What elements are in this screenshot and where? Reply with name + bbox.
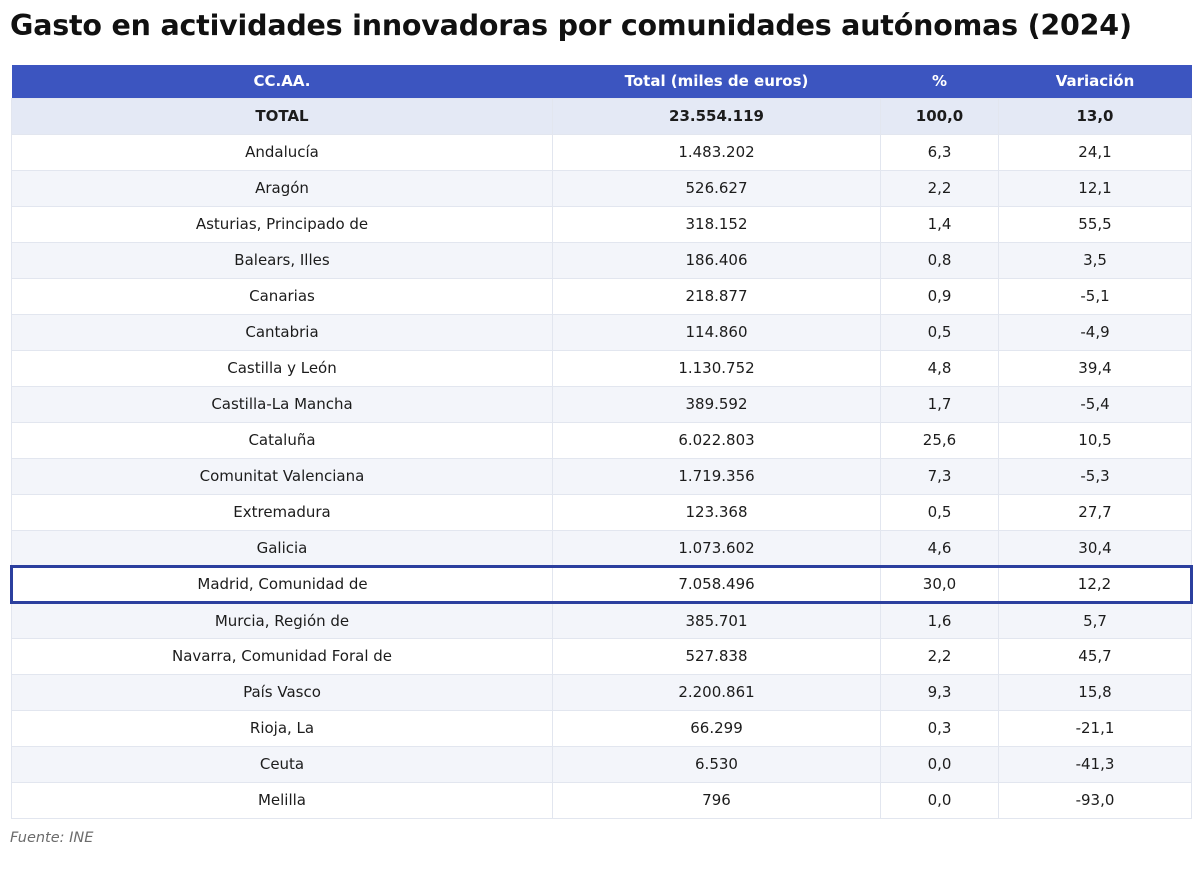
- cell-pct: 2,2: [881, 170, 999, 206]
- cell-total: 527.838: [553, 638, 881, 674]
- cell-var: -5,3: [999, 458, 1192, 494]
- cell-total: 1.130.752: [553, 350, 881, 386]
- cell-var: 5,7: [999, 602, 1192, 638]
- cell-total: 114.860: [553, 314, 881, 350]
- cell-pct: 0,5: [881, 314, 999, 350]
- table-row[interactable]: [12, 494, 1192, 530]
- cell-pct: 1,6: [881, 602, 999, 638]
- cell-pct: 9,3: [881, 674, 999, 710]
- cell-pct: 0,3: [881, 710, 999, 746]
- table-row[interactable]: [12, 134, 1192, 170]
- cell-name: Ceuta: [12, 746, 553, 782]
- cell-pct: 0,5: [881, 494, 999, 530]
- cell-pct: 100,0: [881, 98, 999, 134]
- cell-var: 15,8: [999, 674, 1192, 710]
- cell-total: 389.592: [553, 386, 881, 422]
- table-row[interactable]: [12, 782, 1192, 818]
- cell-pct: 4,6: [881, 530, 999, 566]
- page-title: Gasto en actividades innovadoras por comunidades autónomas (2024): [10, 9, 1132, 42]
- cell-var: -5,4: [999, 386, 1192, 422]
- cell-var: 45,7: [999, 638, 1192, 674]
- cell-total: 6.530: [553, 746, 881, 782]
- source-note: Fuente: INE: [10, 829, 94, 846]
- cell-total: 796: [553, 782, 881, 818]
- table-row[interactable]: [12, 746, 1192, 782]
- cell-name: Extremadura: [12, 494, 553, 530]
- cell-pct: 7,3: [881, 458, 999, 494]
- table-row-highlighted[interactable]: [12, 566, 1192, 602]
- table-row[interactable]: [12, 314, 1192, 350]
- cell-name: Castilla-La Mancha: [12, 386, 553, 422]
- cell-name: Melilla: [12, 782, 553, 818]
- cell-total: 2.200.861: [553, 674, 881, 710]
- cell-name: Murcia, Región de: [12, 602, 553, 638]
- table-header: [12, 65, 1192, 98]
- table-row[interactable]: [12, 422, 1192, 458]
- cell-name: Navarra, Comunidad Foral de: [12, 638, 553, 674]
- cell-name: Aragón: [12, 170, 553, 206]
- cell-name: Asturias, Principado de: [12, 206, 553, 242]
- cell-pct: 0,9: [881, 278, 999, 314]
- ccaa-spend-table: [10, 65, 1193, 819]
- table-row[interactable]: [12, 242, 1192, 278]
- cell-name: Canarias: [12, 278, 553, 314]
- table-header-row: [12, 65, 1192, 98]
- column-header-variacion[interactable]: Variación: [999, 65, 1192, 98]
- cell-name: Cantabria: [12, 314, 553, 350]
- cell-var: -5,1: [999, 278, 1192, 314]
- table-row[interactable]: [12, 386, 1192, 422]
- cell-var: 10,5: [999, 422, 1192, 458]
- cell-var: 27,7: [999, 494, 1192, 530]
- cell-total: 186.406: [553, 242, 881, 278]
- cell-total: 1.719.356: [553, 458, 881, 494]
- cell-name: Balears, Illes: [12, 242, 553, 278]
- cell-name: Madrid, Comunidad de: [12, 566, 553, 602]
- table-row[interactable]: [12, 602, 1192, 638]
- cell-var: 3,5: [999, 242, 1192, 278]
- cell-var: -4,9: [999, 314, 1192, 350]
- cell-total: 1.483.202: [553, 134, 881, 170]
- cell-name: Castilla y León: [12, 350, 553, 386]
- table-row[interactable]: [12, 278, 1192, 314]
- table-row[interactable]: [12, 638, 1192, 674]
- cell-var: -21,1: [999, 710, 1192, 746]
- column-header-percent[interactable]: %: [881, 65, 999, 98]
- table-row[interactable]: [12, 206, 1192, 242]
- cell-pct: 0,0: [881, 782, 999, 818]
- cell-var: 12,2: [999, 566, 1192, 602]
- cell-name: Rioja, La: [12, 710, 553, 746]
- table-row[interactable]: [12, 170, 1192, 206]
- cell-var: 39,4: [999, 350, 1192, 386]
- cell-pct: 1,4: [881, 206, 999, 242]
- table-row[interactable]: [12, 458, 1192, 494]
- table-row[interactable]: [12, 530, 1192, 566]
- cell-var: -93,0: [999, 782, 1192, 818]
- cell-pct: 25,6: [881, 422, 999, 458]
- table-body: [12, 98, 1192, 818]
- cell-name: Andalucía: [12, 134, 553, 170]
- cell-pct: 2,2: [881, 638, 999, 674]
- cell-total: 66.299: [553, 710, 881, 746]
- cell-name: País Vasco: [12, 674, 553, 710]
- cell-total: 1.073.602: [553, 530, 881, 566]
- table-row[interactable]: [12, 674, 1192, 710]
- table-row[interactable]: [12, 710, 1192, 746]
- cell-pct: 6,3: [881, 134, 999, 170]
- cell-name: Galicia: [12, 530, 553, 566]
- table-row[interactable]: [12, 98, 1192, 134]
- table-container: [0, 65, 1200, 819]
- cell-var: -41,3: [999, 746, 1192, 782]
- cell-pct: 1,7: [881, 386, 999, 422]
- cell-name: Comunitat Valenciana: [12, 458, 553, 494]
- cell-total: 385.701: [553, 602, 881, 638]
- column-header-ccaa[interactable]: CC.AA.: [12, 65, 553, 98]
- cell-total: 23.554.119: [553, 98, 881, 134]
- cell-var: 13,0: [999, 98, 1192, 134]
- cell-total: 7.058.496: [553, 566, 881, 602]
- cell-total: 123.368: [553, 494, 881, 530]
- cell-var: 55,5: [999, 206, 1192, 242]
- cell-var: 12,1: [999, 170, 1192, 206]
- cell-total: 526.627: [553, 170, 881, 206]
- cell-total: 318.152: [553, 206, 881, 242]
- cell-pct: 30,0: [881, 566, 999, 602]
- cell-name: Cataluña: [12, 422, 553, 458]
- cell-name: TOTAL: [12, 98, 553, 134]
- cell-var: 30,4: [999, 530, 1192, 566]
- cell-pct: 0,0: [881, 746, 999, 782]
- cell-pct: 0,8: [881, 242, 999, 278]
- table-row[interactable]: [12, 350, 1192, 386]
- cell-total: 218.877: [553, 278, 881, 314]
- cell-total: 6.022.803: [553, 422, 881, 458]
- cell-pct: 4,8: [881, 350, 999, 386]
- column-header-total[interactable]: Total (miles de euros): [553, 65, 881, 98]
- cell-var: 24,1: [999, 134, 1192, 170]
